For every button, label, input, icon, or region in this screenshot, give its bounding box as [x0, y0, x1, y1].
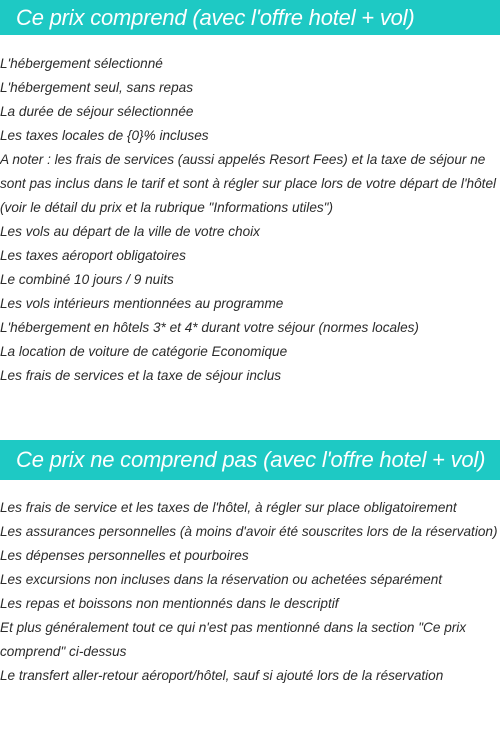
- list-item: L'hébergement en hôtels 3* et 4* durant votre séjour (normes locales): [0, 320, 419, 335]
- list-item: Le transfert aller-retour aéroport/hôtel, sauf si ajouté lors de la réservation: [0, 668, 444, 683]
- list-item: Les vols intérieurs mentionnées au programme: [0, 296, 284, 311]
- list-item: Les vols au départ de la ville de votre choix: [0, 224, 260, 239]
- list-item: Les taxes aéroport obligatoires: [0, 248, 186, 263]
- list-item: Les frais de service et les taxes de l'hôtel, à régler sur place obligatoirement: [0, 500, 457, 515]
- list-item: Et plus généralement tout ce qui n'est pas mentionné dans la section "Ce prix comprend" ci-dessus: [0, 620, 467, 659]
- list-item: La durée de séjour sélectionnée: [0, 104, 194, 119]
- list-item: L'hébergement seul, sans repas: [0, 80, 194, 95]
- list-item: Les taxes locales de {0}% incluses: [0, 128, 209, 143]
- list-item: Les excursions non incluses dans la réservation ou achetées séparément: [0, 572, 443, 587]
- list-item: A noter : les frais de services (aussi appelés Resort Fees) et la taxe de séjour ne sont pas inclus dans le tarif et sont à régler sur place lors de votre départ de l'hôtel (voir le détail du prix et la rubrique "Informations utiles"): [0, 152, 497, 215]
- includes-list: [0, 52, 500, 388]
- list-item: Les assurances personnelles (à moins d'avoir été souscrites lors de la réservation): [0, 524, 498, 539]
- list-item: La location de voiture de catégorie Economique: [0, 344, 288, 359]
- list-item: Les frais de services et la taxe de séjour inclus: [0, 368, 282, 383]
- list-item: L'hébergement sélectionné: [0, 56, 163, 71]
- list-item: Le combiné 10 jours / 9 nuits: [0, 272, 174, 287]
- list-item: Les dépenses personnelles et pourboires: [0, 548, 249, 563]
- excludes-list: [0, 496, 500, 688]
- excludes-heading: Ce prix ne comprend pas (avec l'offre hotel + vol): [0, 440, 500, 480]
- includes-heading: Ce prix comprend (avec l'offre hotel + vol): [0, 0, 500, 35]
- list-item: Les repas et boissons non mentionnés dans le descriptif: [0, 596, 339, 611]
